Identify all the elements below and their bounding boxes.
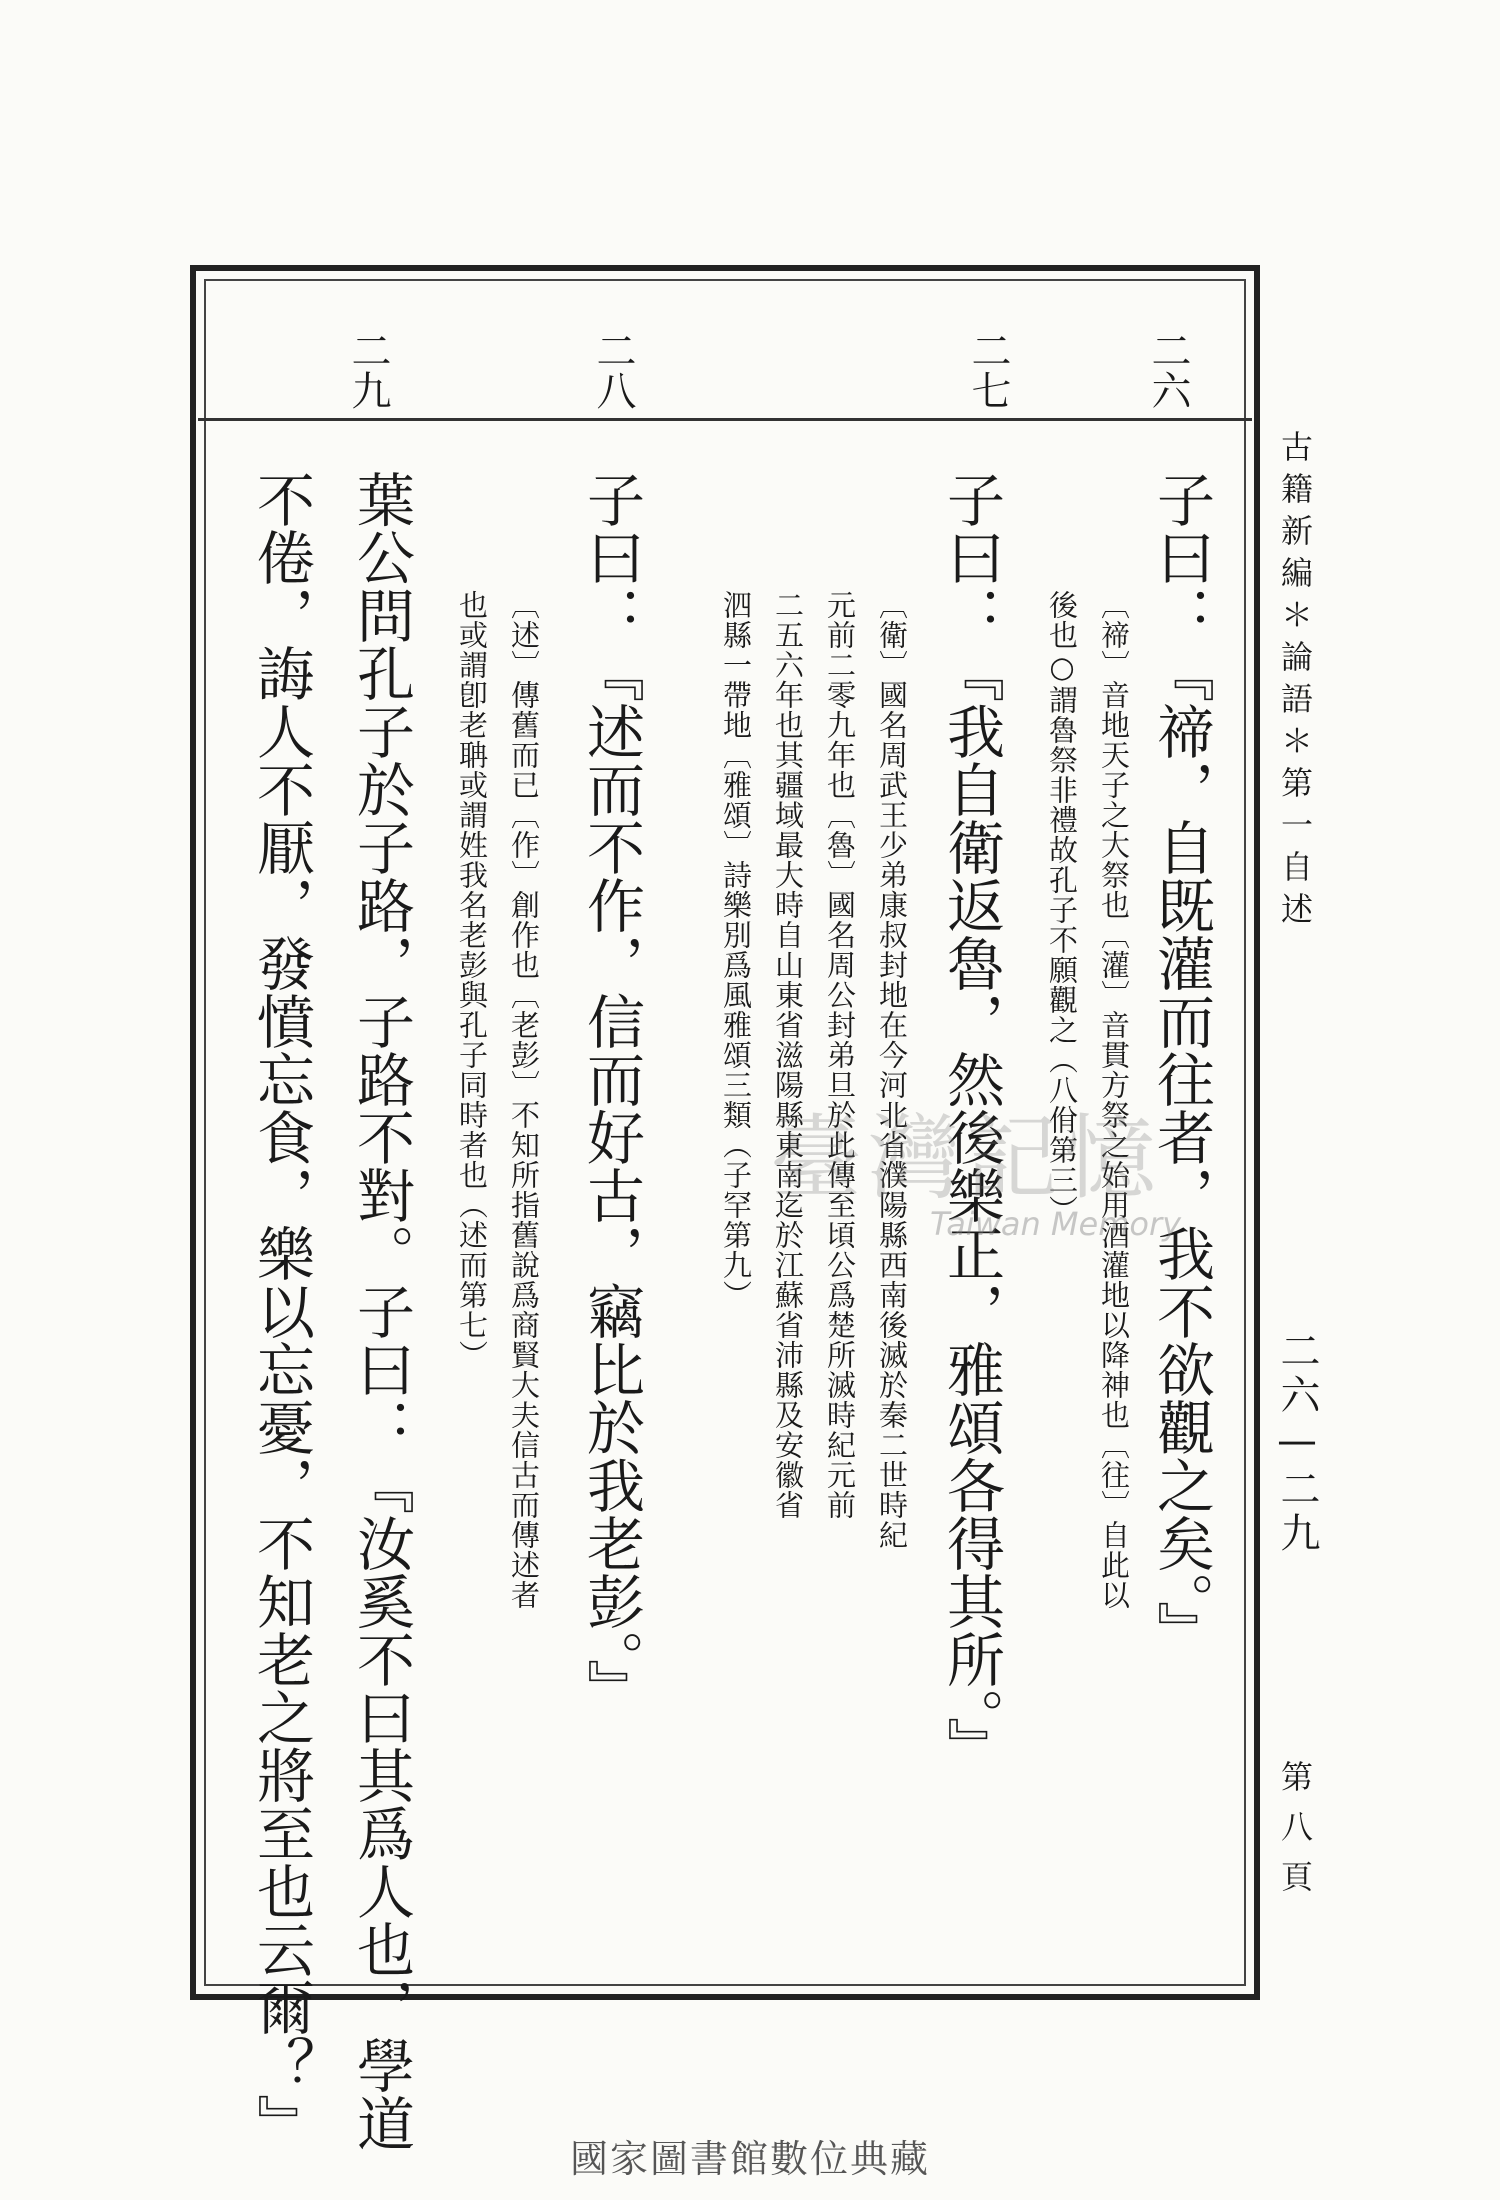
entry-26-note-line-2: 後也○謂魯祭非禮故孔子不願觀之（八佾第三） <box>1045 590 1079 1225</box>
section-number-28: ⼆八 <box>590 330 636 410</box>
entry-27-note-line-3: 二五六年也其疆域最大時自山東省滋陽縣東南迄於江蘇省沛縣及安徽省 <box>771 590 805 1520</box>
entry-27-note-line-2: 元前二零九年也〔魯〕國名周公封弟旦於此傳至頃公爲楚所滅時紀元前 <box>823 590 857 1520</box>
entry-28-note-line-2: 也或謂卽老聃或謂姓我名老彭與孔子同時者也（述而第七） <box>455 590 489 1370</box>
book-title: 古籍新編＊論語＊第一自述 <box>1276 430 1314 934</box>
entry-29-text-line-2: 不倦，誨人不厭，發憤忘食，樂以忘憂，不知老之將至也云爾？』 <box>247 470 315 2152</box>
entry-26-note-line-1: 〔禘〕音地天子之大祭也〔灌〕音貫方祭之始用酒灌地以降神也〔往〕自此以 <box>1097 590 1131 1610</box>
watermark-subtitle: Taiwan Memory <box>930 1205 1182 1243</box>
section-number-rule <box>198 418 1252 421</box>
footer-archive-label: 國家圖書館數位典藏 <box>569 2137 930 2181</box>
section-number-29: ⼆九 <box>345 330 391 410</box>
entry-29-text-line-1: 葉公問孔子於子路，子路不對。子曰：『汝奚不曰其爲人也，學道 <box>347 470 415 2152</box>
section-number-27: ⼆七 <box>965 330 1011 410</box>
entry-26-text: 子曰：『禘，自既灌而往者，我不欲觀之矣。』 <box>1147 470 1215 1659</box>
page-label: 第八頁 <box>1276 1760 1314 1910</box>
section-number-26: ⼆六 <box>1145 330 1191 410</box>
item-range: 二六—二九 <box>1274 1330 1320 1556</box>
watermark-logo: 臺灣記憶 <box>770 1105 1163 1212</box>
entry-28-note-line-1: 〔述〕傳舊而已〔作〕創作也〔老彭〕不知所指舊說爲商賢大夫信古而傳述者 <box>507 590 541 1610</box>
entry-27-note-line-4: 泗縣一帶地〔雅頌〕詩樂別爲風雅頌三類（子罕第九） <box>719 590 753 1310</box>
entry-27-text: 子曰：『我自衛返魯，然後樂正，雅頌各得其所。』 <box>937 470 1005 1775</box>
entry-28-text: 子曰：『述而不作，信而好古，竊比於我老彭。』 <box>577 470 645 1717</box>
entry-27-note-line-1: 〔衛〕國名周武王少弟康叔封地在今河北省濮陽縣西南後滅於秦二世時紀 <box>875 590 909 1550</box>
